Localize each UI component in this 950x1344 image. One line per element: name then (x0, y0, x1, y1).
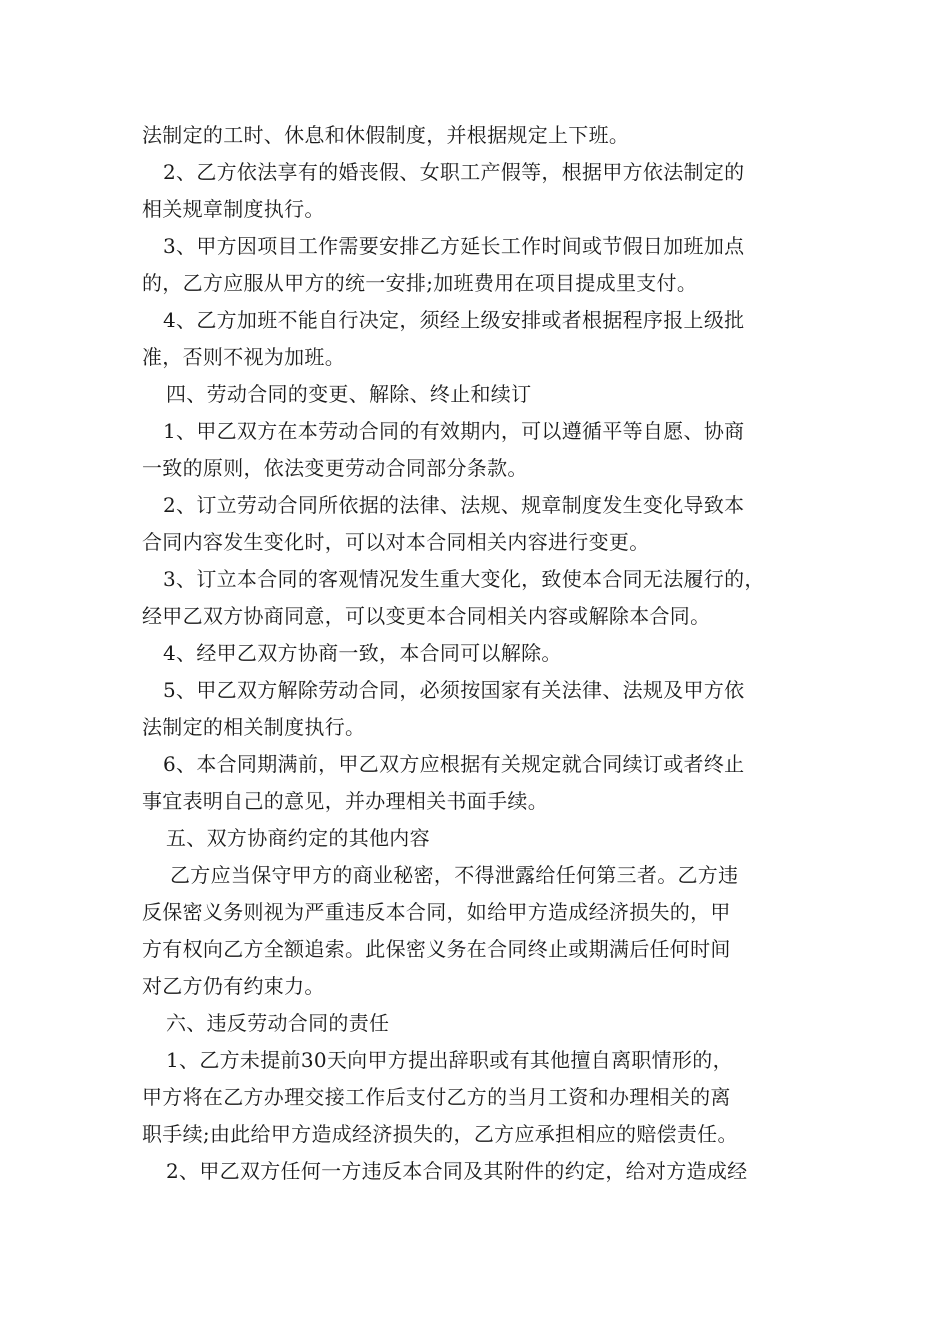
text-line: 甲方将在乙方办理交接工作后支付乙方的当月工资和办理相关的离 (142, 1085, 731, 1109)
text-line: 一致的原则，依法变更劳动合同部分条款。 (142, 456, 528, 480)
text-line: 的，乙方应服从甲方的统一安排;加班费用在项目提成里支付。 (142, 271, 698, 295)
text-line: 经甲乙双方协商同意，可以变更本合同相关内容或解除本合同。 (142, 604, 711, 628)
text-line: 2、订立劳动合同所依据的法律、法规、规章制度发生变化导致本 (163, 493, 745, 517)
section-heading: 五、双方协商约定的其他内容 (166, 826, 430, 850)
text-line: 职手续;由此给甲方造成经济损失的，乙方应承担相应的赔偿责任。 (142, 1122, 738, 1146)
text-line: 事宜表明自己的意见，并办理相关书面手续。 (142, 789, 548, 813)
text-line: 2、甲乙双方任何一方违反本合同及其附件的约定，给对方造成经 (166, 1159, 748, 1183)
section-heading: 六、违反劳动合同的责任 (166, 1011, 390, 1035)
text-line: 乙方应当保守甲方的商业秘密，不得泄露给任何第三者。乙方违 (170, 863, 739, 887)
text-line: 对乙方仍有约束力。 (142, 974, 325, 998)
section-heading: 四、劳动合同的变更、解除、终止和续订 (166, 382, 532, 406)
text-line: 2、乙方依法享有的婚丧假、女职工产假等，根据甲方依法制定的 (163, 160, 745, 184)
text-line: 3、订立本合同的客观情况发生重大变化，致使本合同无法履行的， (163, 567, 765, 591)
text-line: 反保密义务则视为严重违反本合同，如给甲方造成经济损失的，甲 (142, 900, 731, 924)
text-line: 方有权向乙方全额追索。此保密义务在合同终止或期满后任何时间 (142, 937, 731, 961)
text-line: 4、乙方加班不能自行决定，须经上级安排或者根据程序报上级批 (163, 308, 745, 332)
text-line: 1、乙方未提前30天向甲方提出辞职或有其他擅自离职情形的， (166, 1048, 733, 1072)
text-line: 法制定的相关制度执行。 (142, 715, 366, 739)
text-line: 合同内容发生变化时，可以对本合同相关内容进行变更。 (142, 530, 650, 554)
text-line: 4、经甲乙双方协商一致，本合同可以解除。 (163, 641, 562, 665)
text-line: 6、本合同期满前，甲乙双方应根据有关规定就合同续订或者终止 (163, 752, 745, 776)
text-line: 1、甲乙双方在本劳动合同的有效期内，可以遵循平等自愿、协商 (163, 419, 745, 443)
text-line: 准，否则不视为加班。 (142, 345, 345, 369)
text-line: 5、甲乙双方解除劳动合同，必须按国家有关法律、法规及甲方依 (163, 678, 745, 702)
text-line: 法制定的工时、休息和休假制度，并根据规定上下班。 (142, 123, 630, 147)
text-line: 相关规章制度执行。 (142, 197, 325, 221)
text-line: 3、甲方因项目工作需要安排乙方延长工作时间或节假日加班加点 (163, 234, 745, 258)
